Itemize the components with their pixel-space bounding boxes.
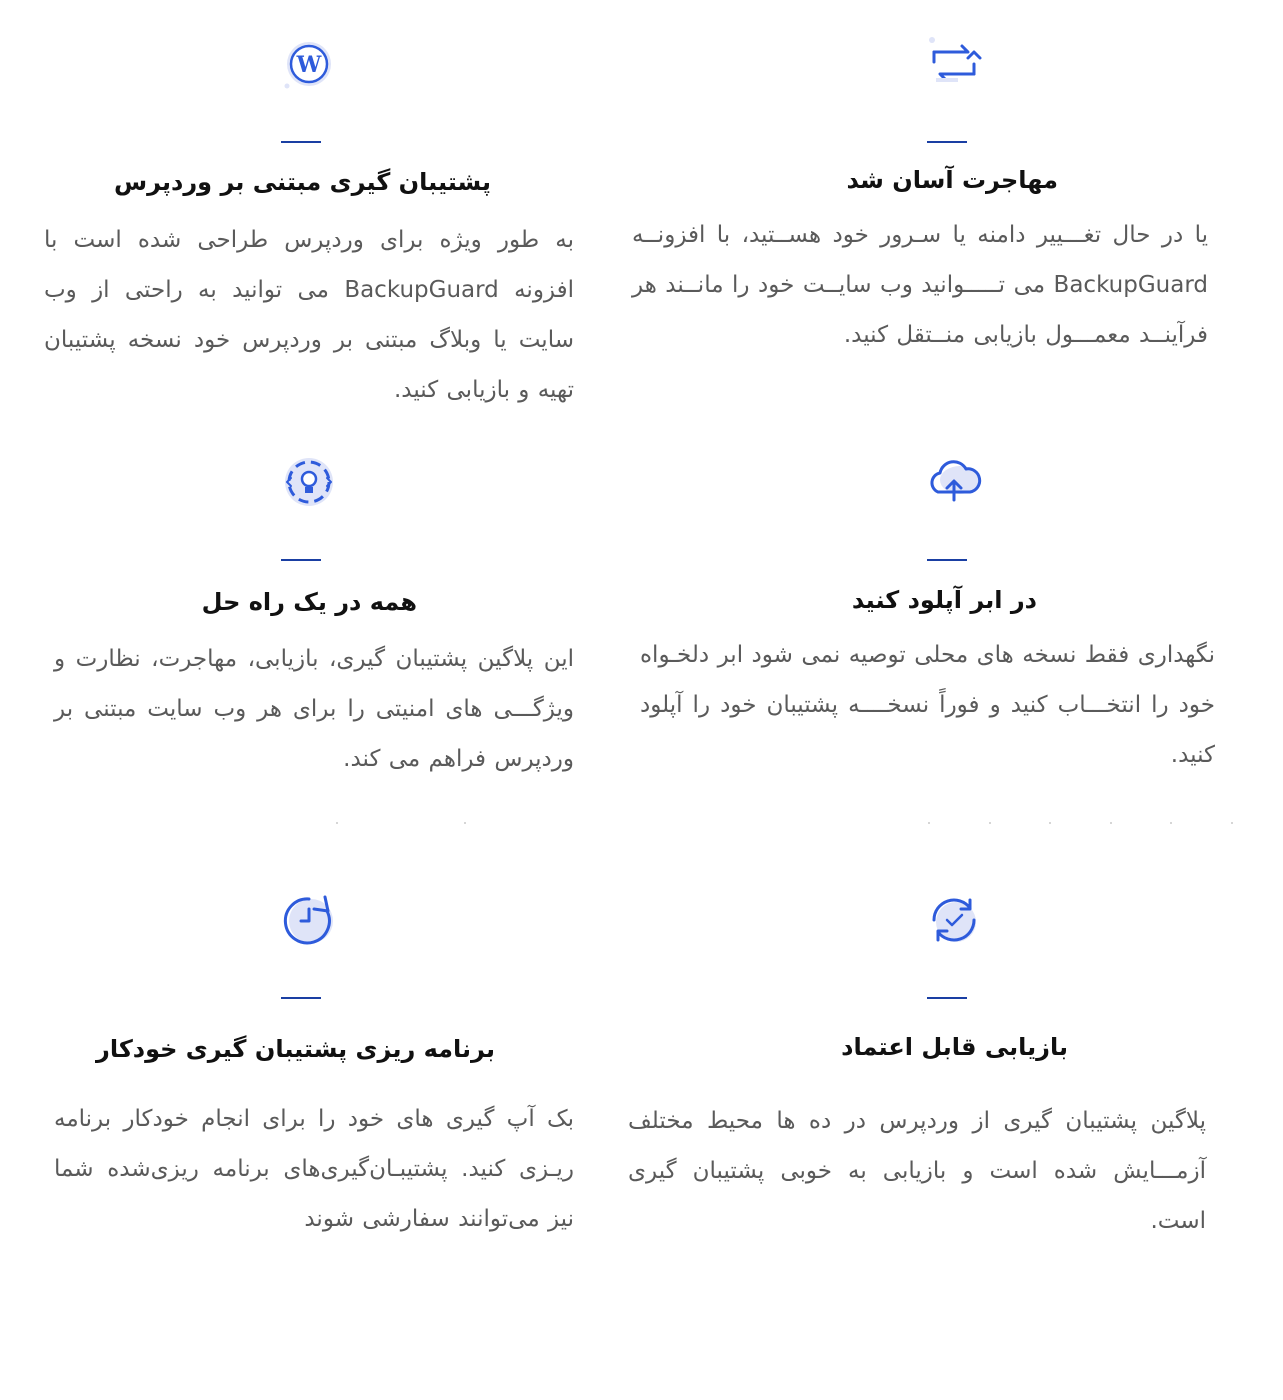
feature-title: برنامه ریزی پشتیبان گیری خودکار	[96, 1035, 495, 1063]
feature-description: یا در حال تغـــییر دامنه یا سـرور خود هســتید، با افزونــه BackupGuard می تـــــوانید وب سایــت خود را مانــند هر فرآینــد معمـــول بازیابی منــتقل کنید.	[632, 222, 1208, 348]
feature-title: در ابر آپلود کنید	[851, 586, 1037, 614]
feature-description: نگهداری فقط نسخه های محلی توصیه نمی شود ابر دلخـواه خود را انتخـــاب کنید و فوراً نسخــــه پشتیبان خود را آپلود کنید.	[640, 642, 1215, 768]
restore-check-icon	[924, 890, 984, 950]
migration-arrows-icon	[924, 34, 984, 94]
accent-divider	[927, 997, 967, 999]
feature-title: همه در یک راه حل	[201, 588, 417, 616]
lightbulb-settings-icon	[279, 452, 339, 512]
feature-description: بک آپ گیری های خود را برای انجام خودکار برنامه ریـزی کنید. پشتیبـان‌گیری‌های برنامه ریزی‌شده شما نیز می‌توانند سفارشی شوند	[54, 1106, 574, 1232]
feature-title: بازیابی قابل اعتماد	[841, 1033, 1068, 1061]
accent-divider	[281, 141, 321, 143]
feature-title: پشتیبان گیری مبتنی بر وردپرس	[113, 168, 491, 196]
cloud-upload-icon	[924, 450, 984, 510]
feature-description: به طور ویژه برای وردپرس طراحی شده است با افزونه BackupGuard می توانید به راحتی از وب سایت یا وبلاگ مبتنی بر وردپرس خود نسخه پشتیبان تهیه و بازیابی کنید.	[44, 227, 574, 403]
svg-text:W: W	[296, 52, 322, 78]
wordpress-icon	[279, 34, 339, 94]
accent-divider	[281, 559, 321, 561]
feature-title: مهاجرت آسان شد	[846, 166, 1058, 194]
clock-schedule-icon	[279, 889, 339, 949]
accent-divider	[927, 559, 967, 561]
feature-description: این پلاگین پشتیبان گیری، بازیابی، مهاجرت، نظارت و ویژگـــی های امنیتی را برای هر وب سایت مبتنی بر وردپرس فراهم می کند.	[54, 646, 574, 772]
accent-divider	[281, 997, 321, 999]
section-separator	[928, 822, 1233, 826]
accent-divider	[927, 141, 967, 143]
section-separator	[336, 822, 466, 826]
feature-description: پلاگین پشتیبان گیری از وردپرس در ده ها محیط مختلف آزمـــایش شده است و بازیابی به خوبی پشتیبان گیری است.	[628, 1108, 1206, 1234]
